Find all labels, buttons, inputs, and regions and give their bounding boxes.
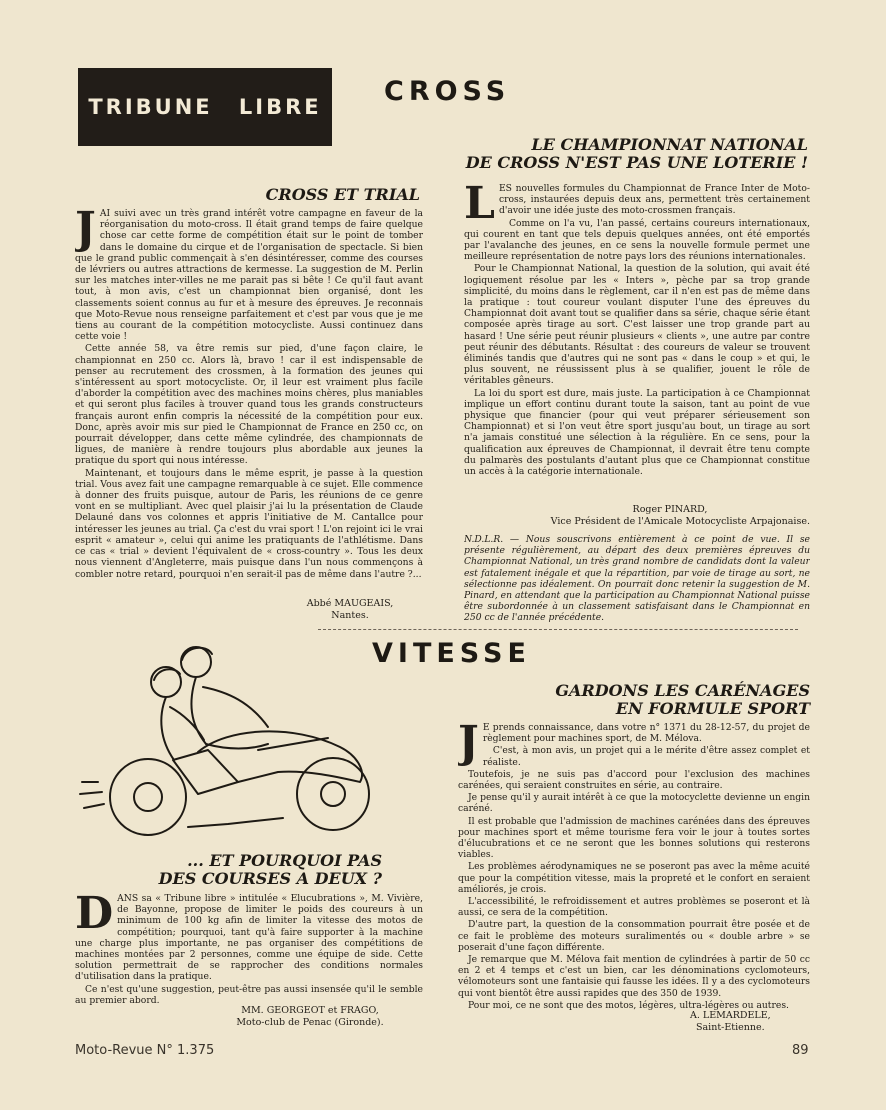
section-divider	[318, 629, 798, 630]
headline-line: DES COURSES A DEUX ?	[158, 869, 382, 889]
paragraph: Toutefois, je ne suis pas d'accord pour l'exclusion des machines carénées, qui seraient construites en série, au contraire.	[458, 768, 810, 792]
paragraph: Cette année 58, va être remis sur pied, d'une façon claire, le championnat en 250 cc. Alors là, bravo ! car il est indispensable de penser au recrutement des crossmen, à la formation des jeunes qui s'intéressent au sport motocycliste. Or, il leur est vraiment plus facile d'aborder la compétition avec des machines moins chères, plus maniables et qui seront plus faciles à trouver quand tous les grands constructeurs français auront enfin compris la nécessité de la compétition pour eux. Donc, après avoir mis sur pied le Championnat de France en 250 cc, on pourrait développer, dans cette même cylindrée, des championnats de ligues, de manière à rendre toujours plus abordable aux jeunes la pratique du sport qui nous intéresse.	[75, 343, 423, 467]
headline-line: LE CHAMPIONNAT NATIONAL	[531, 135, 808, 154]
signature-place: Saint-Etienne.	[696, 1022, 765, 1033]
paragraph: Maintenant, et toujours dans le même esprit, je passe à la question trial. Vous avez fait une campagne remarquable à ce sujet. Elle commence à donner des fruits puisque, autour de Paris, les réunions de ce genre vont en se multipliant. Avec quel plaisir j'ai lu la présentation de Claude Delauné dans vos colonnes et appris l'initiative de M. Cantallce pour intéresser les jeunes au trial. Ça c'est du vrai sport ! L'on rejoint ici le vrai esprit « amateur », celui qui anime les pratiquants de l'athlétisme. Dans ce cas « trial » devient l'équivalent de « cross-country ». Tous les deux nous viennent d'Angleterre, mais puisque dans l'un nous commençons à combler notre retard, pourquoi n'en serait-il pas de même dans l'autre ?...	[75, 467, 423, 580]
cross-section-title: CROSS	[384, 76, 511, 107]
signature-place: Nantes.	[331, 610, 369, 621]
paragraph: La loi du sport est dure, mais juste. La participation à ce Championnat implique un effort continu durant toute la saison, tant au point de vue physique que financier (pour qui veut préparer sérieusement son Championnat) et si l'on veut être sport jusqu'au bout, un tirage au sort n'a jamais constitué une sélection à la régulière. En ce sens, pour la qualification aux épreuves de Championnat, il devrait être tenu compte du palmarès des postulants d'autant plus que ce Championnat constitue un accès à la catégorie internationale.	[464, 387, 810, 478]
headline-line: ... ET POURQUOI PAS	[187, 851, 382, 870]
ndlr-note: N.D.L.R. — Nous souscrivons entièrement à ce point de vue. Il se présente régulièrement, au départ des deux premières épreuves du Championnat National, un très grand nombre de candidats dont la valeur est fatalement inégale et que la répartition, par voie de tirage au sort, ne sélectionne pas idéalement. On pourrait donc retenir la suggestion de M. Pinard, en attendant que la participation au Championnat National puisse être subordonnée à un classement satisfaisant dans le Championnat en 250 cc de l'année précédente.	[464, 534, 810, 622]
signature-club: Moto-club de Penac (Gironde).	[236, 1017, 384, 1028]
courses-deux-headline	[110, 852, 382, 889]
paragraph: C'est, à mon avis, un projet qui a le mérite d'être assez complet et réaliste.	[482, 745, 810, 768]
championnat-headline	[440, 136, 808, 173]
paragraph: E prends connaissance, dans votre n° 1371 du 28-12-57, du projet de règlement pour machines sport, de M. Mélova.	[482, 722, 810, 745]
signature-name: Roger PINARD,	[632, 504, 708, 515]
dropcap: J	[75, 208, 96, 254]
vitesse-section-title: VITESSE	[372, 638, 531, 669]
paragraph: Les problèmes aérodynamiques ne se poseront pas avec la même acuité que pour la compétition vitesse, mais la propreté et le confort en seraient améliorés, je crois.	[458, 861, 810, 895]
paragraph: Pour moi, ce ne sont que des motos, légères, ultra-légères ou autres.	[468, 999, 789, 1011]
paragraph: AI suivi avec un très grand intérêt votre campagne en faveur de la réorganisation du moto-cross. Il était grand temps de faire quelque chose car cette forme de compétition était sur le point de tomber dans le domaine du cirque et de l'organisation de spectacle. Si bien que le grand public commençait à s'en désintéresser, comme des courses de lévriers ou autres attractions de kermesse. La suggestion de M. Perlin sur les matches inter-villes ne me parait pas si bête ! Ce qu'il faut avant tout, à mon avis, c'est un championnat bien organisé, dont les classements soient connus au fur et à mesure des épreuves. Je reconnais que Moto-Revue nous renseigne parfaitement et c'est par vous que je me tiens au courant de la compétition motocycliste. Aussi continuez dans cette voie !	[75, 208, 423, 343]
headline-line: EN FORMULE SPORT	[615, 699, 810, 719]
dropcap: D	[75, 893, 114, 939]
paragraph: ANS sa « Tribune libre » intitulée « Elucubrations », M. Vivière, de Bayonne, propose de limiter le poids des coureurs à un minimum de 100 kg afin de limiter la vitesse des motos de compétition; pourquoi, tant qu'à faire supporter à la machine une charge plus importante, ne pas organiser des compétitions de machines montées par 2 personnes, comme une équipe de side. Cette solution permettrait de se rapprocher des conditions normales d'utilisation dans la pratique.	[75, 893, 423, 983]
signature-name: A. LEMARDELE,	[690, 1010, 771, 1021]
page-number: 89	[792, 1043, 809, 1058]
dropcap: L	[464, 183, 495, 229]
carenages-body	[458, 722, 810, 1012]
issue-number: Moto-Revue N° 1.375	[75, 1043, 215, 1058]
paragraph: Ce n'est qu'une suggestion, peut-être pas aussi insensée qu'il le semble au premier abord.	[75, 983, 423, 1005]
paragraph: Il est probable que l'admission de machines carénées dans des épreuves pour machines sport et même tourisme fera voir le jour à toutes sortes d'élucubrations et ce ne seront que les bonnes solutions qui resterons viables.	[458, 815, 810, 861]
paragraph: Comme on l'a vu, l'an passé, certains coureurs internationaux, qui courent en tant que tels depuis quelques années, ont été emportés par l'avalanche des jeunes, en ce sens la nouvelle formule permet une meilleure représentation de notre pays lors des réunions internationales.	[464, 217, 810, 263]
headline-line: DE CROSS N'EST PAS UNE LOTERIE !	[465, 153, 808, 173]
paragraph: Pour le Championnat National, la question de la solution, qui avait été logiquement résolue par les « Inters », pèche par sa trop grande simplicité, du moins dans le règlement, car il n'en est pas de même dans la pratique : tout coureur voulant disputer l'une des épreuves du Championnat doit avant tout se qualifier dans sa série, chaque série étant composée après tirage au sort. C'est laisser une trop grande part au hasard ! Une série peut réunir plusieurs « clients », une autre par contre peut réunir des débutants. Résultat : des coureurs de valeur se trouvent éliminés tandis que d'autres qui ne sont pas « dans le coup » et qui, le plus souvent, ne réussissent plus à se qualifier, jouent le rôle de véritables gêneurs.	[464, 263, 810, 387]
headline-line: GARDONS LES CARÉNAGES	[555, 681, 810, 700]
carenages-signature	[690, 1010, 810, 1034]
signature-role: Vice Président de l'Amicale Motocycliste Arpajonaise.	[550, 516, 810, 527]
cross-trial-body	[75, 208, 423, 598]
championnat-signature	[490, 504, 810, 528]
paragraph: L'accessibilité, le refroidissement et autres problèmes se poseront et là aussi, ce sera de la compétition.	[458, 896, 810, 919]
dropcap: J	[458, 722, 479, 768]
paragraph: ES nouvelles formules du Championnat de France Inter de Moto-cross, instaurées depuis deux ans, permettent très certainement d'avoir une idée juste des moto-crossmen français.	[498, 183, 810, 217]
paragraph: Je pense qu'il y aurait intérêt à ce que la motocyclette devienne un engin caréné.	[458, 792, 810, 815]
championnat-body	[464, 183, 810, 503]
tribune-libre-banner: TRIBUNE LIBRE	[78, 68, 332, 146]
signature-name: MM. GEORGEOT et FRAGO,	[241, 1005, 379, 1016]
motorcycle-riders-illustration	[78, 632, 418, 848]
courses-deux-body	[75, 893, 423, 1005]
carenages-headline	[470, 682, 810, 719]
paragraph: Je remarque que M. Mélova fait mention de cylindrées à partir de 50 cc en 2 et 4 temps et c'est un bien, car les dénominations cyclomoteurs, vélomoteurs sont une fantaisie qui fausse les idées. Il y a des cyclomoteurs qui vont bientôt être aussi rapides que des 350 de 1939.	[458, 954, 810, 999]
cross-trial-headline: CROSS ET TRIAL	[265, 185, 420, 204]
paragraph: D'autre part, la question de la consommation pourrait être posée et de ce fait le problème des moteurs suralimentés ou « double arbre » se poserait d'une façon différente.	[458, 919, 810, 953]
cross-trial-signature	[290, 598, 410, 622]
courses-deux-signature	[200, 1005, 420, 1029]
signature-name: Abbé MAUGEAIS,	[306, 598, 394, 609]
